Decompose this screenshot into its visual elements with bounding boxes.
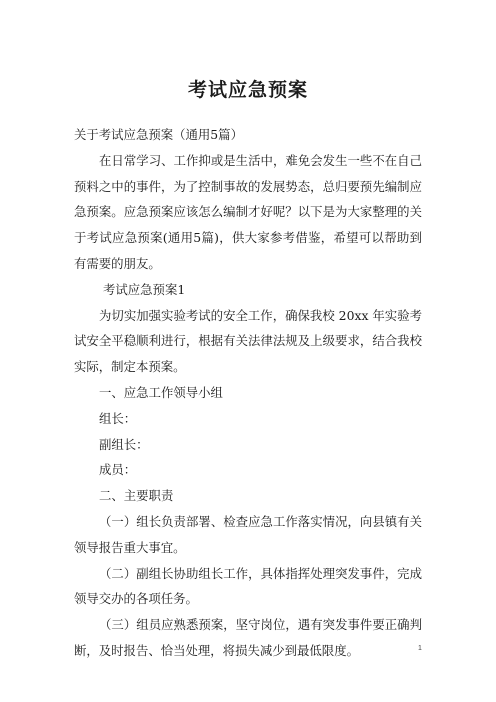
duty-item-2: （二）副组长协助组长工作，具体指挥处理突发事件，完成领导交办的各项任务。 (74, 565, 422, 607)
preface-paragraph: 为切实加强实验考试的安全工作，确保我校 20xx 年实验考试安全平稳顺利进行，根据有关法律法规及上级要求，结合我校实际，制定本预案。 (74, 307, 422, 375)
document-title: 考试应急预案 (187, 79, 308, 101)
duty-item-3: （三）组员应熟悉预案，坚守岗位，遇有突发事件要正确判断，及时报告、恰当处理，将损失减少到最低限度。 (74, 617, 422, 658)
members-line: 成员： (99, 462, 137, 478)
section-heading-1: 考试应急预案1 (103, 281, 186, 297)
page-number: 1 (418, 645, 422, 652)
duty-item-1: （一）组长负责部署、检查应急工作落实情况，向县镇有关领导报告重大事宜。 (74, 513, 422, 555)
intro-paragraph: 在日常学习、工作抑或是生活中，难免会发生一些不在自己预料之中的事件，为了控制事故的发展势态，总归要预先编制应急预案。应急预案应该怎么编制才好呢？以下是为大家整理的关于考试应急预案(通用5篇)，供大家参考借鉴，希望可以帮助到有需要的朋友。 (74, 152, 422, 271)
leader-line: 组长： (99, 410, 137, 426)
subtitle-paragraph: 关于考试应急预案（通用5篇） (74, 127, 243, 142)
document-body (74, 122, 422, 664)
deputy-leader-line: 副组长： (99, 436, 149, 452)
heading-main-duties: 二、主要职责 (99, 488, 174, 504)
heading-leadership-group: 一、应急工作领导小组 (99, 384, 223, 400)
